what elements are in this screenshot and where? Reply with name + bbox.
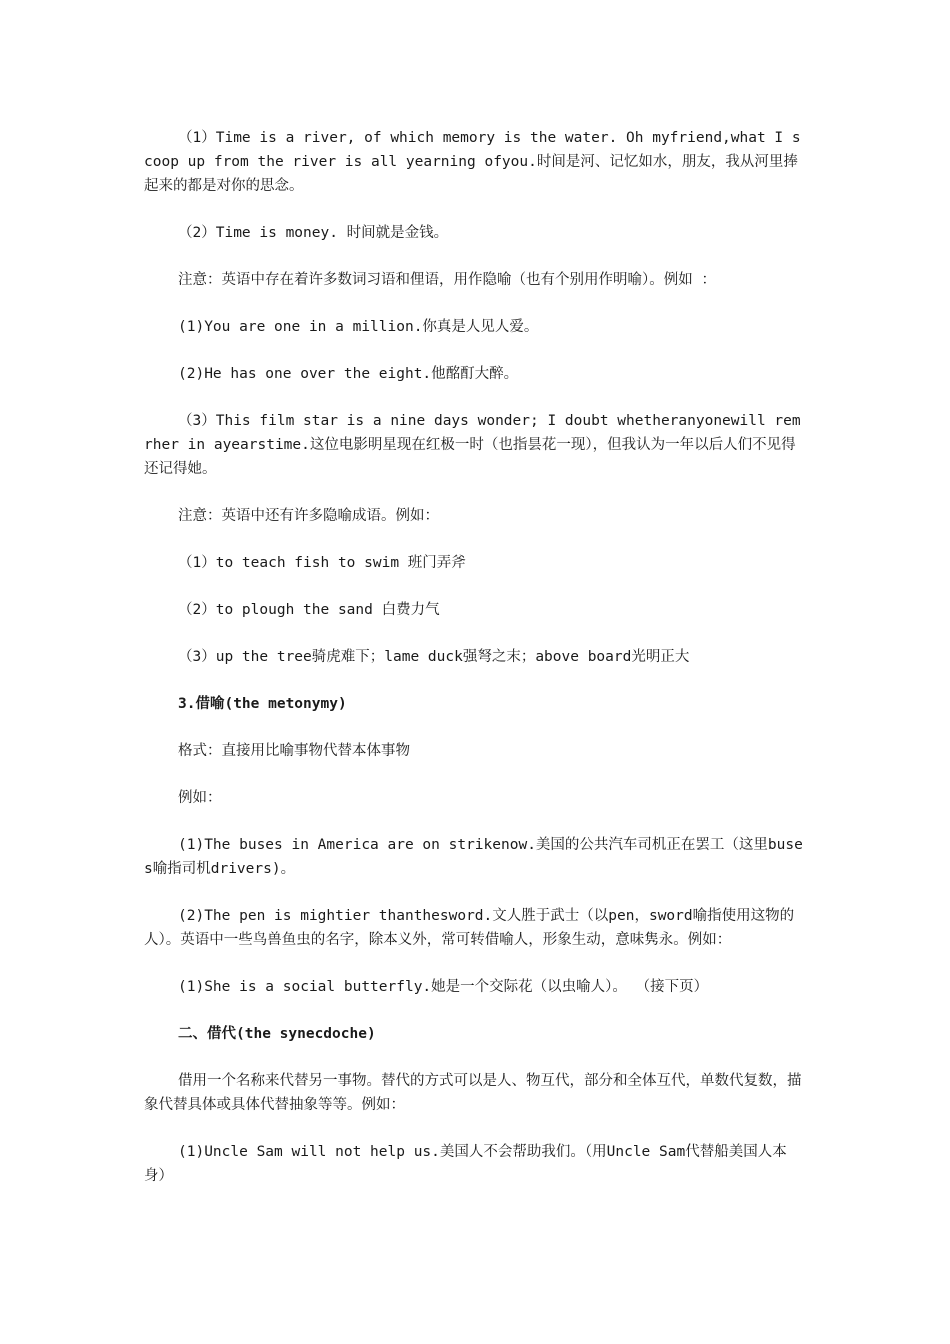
document-body [144,126,808,1211]
paragraph-example-buses: (1)The buses in America are on strikenow.美国的公共汽车司机正在罢工（这里buses喻指司机drivers)。 [144,837,803,877]
paragraph-example-uncle-sam: (1)Uncle Sam will not help us.美国人不会帮助我们。（用Uncle Sam代替船美国人本身） [144,1144,787,1184]
paragraph-note-idioms: 注意：英语中存在着许多数词习语和俚语，用作隐喻（也有个别用作明喻）。例如 ： [178,272,716,288]
paragraph-example-eight: (2)He has one over the eight.他酩酊大醉。 [178,366,519,382]
paragraph-idiom-plough: （2）to plough the sand 白费力气 [178,602,440,618]
paragraph-idiom-tree: （3）up the tree骑虎难下；lame duck强弩之末；above board光明正大 [178,649,690,665]
paragraph-example-butterfly: (1)She is a social butterfly.她是一个交际花（以虫喻人）。 （接下页） [178,979,709,995]
paragraph-synecdoche-definition: 借用一个名称来代替另一事物。替代的方式可以是人、物互代，部分和全体互代，单数代复数，描象代替具体或具体代替抽象等等。例如： [144,1073,802,1113]
paragraph-for-example: 例如： [178,790,222,806]
paragraph-time-money: （2）Time is money. 时间就是金钱。 [178,225,449,241]
section-heading-metonymy: 3.借喻(the metonymy) [178,696,347,712]
section-heading-synecdoche: 二、借代(the synecdoche) [178,1026,376,1042]
paragraph-idiom-fish: （1）to teach fish to swim 班门弄斧 [178,555,466,571]
paragraph-format: 格式：直接用比喻事物代替本体事物 [178,743,410,759]
paragraph-note-metaphor-idioms: 注意：英语中还有许多隐喻成语。例如： [178,508,439,524]
paragraph-example-film-star: （3）This film star is a nine days wonder; I doubt whetheranyonewill remrher in ayearstime.这位电影明星现在红极一时（也指昙花一现），但我认为一年以后人们不见得还记得她。 [144,413,801,477]
paragraph-example-million: (1)You are one in a million.你真是人见人爱。 [178,319,539,335]
paragraph-time-river: （1）Time is a river, of which memory is the water. Oh myfriend,what I scoop up from the river is all yearning ofyou.时间是河、记忆如水，朋友，我从河里捧起来的都是对你的思念。 [144,130,801,194]
paragraph-example-pen: (2)The pen is mightier thanthesword.文人胜于武士（以pen，sword喻指使用这物的人）。英语中一些鸟兽鱼虫的名字，除本义外，常可转借喻人，形象生动，意味隽永。例如： [144,908,795,948]
